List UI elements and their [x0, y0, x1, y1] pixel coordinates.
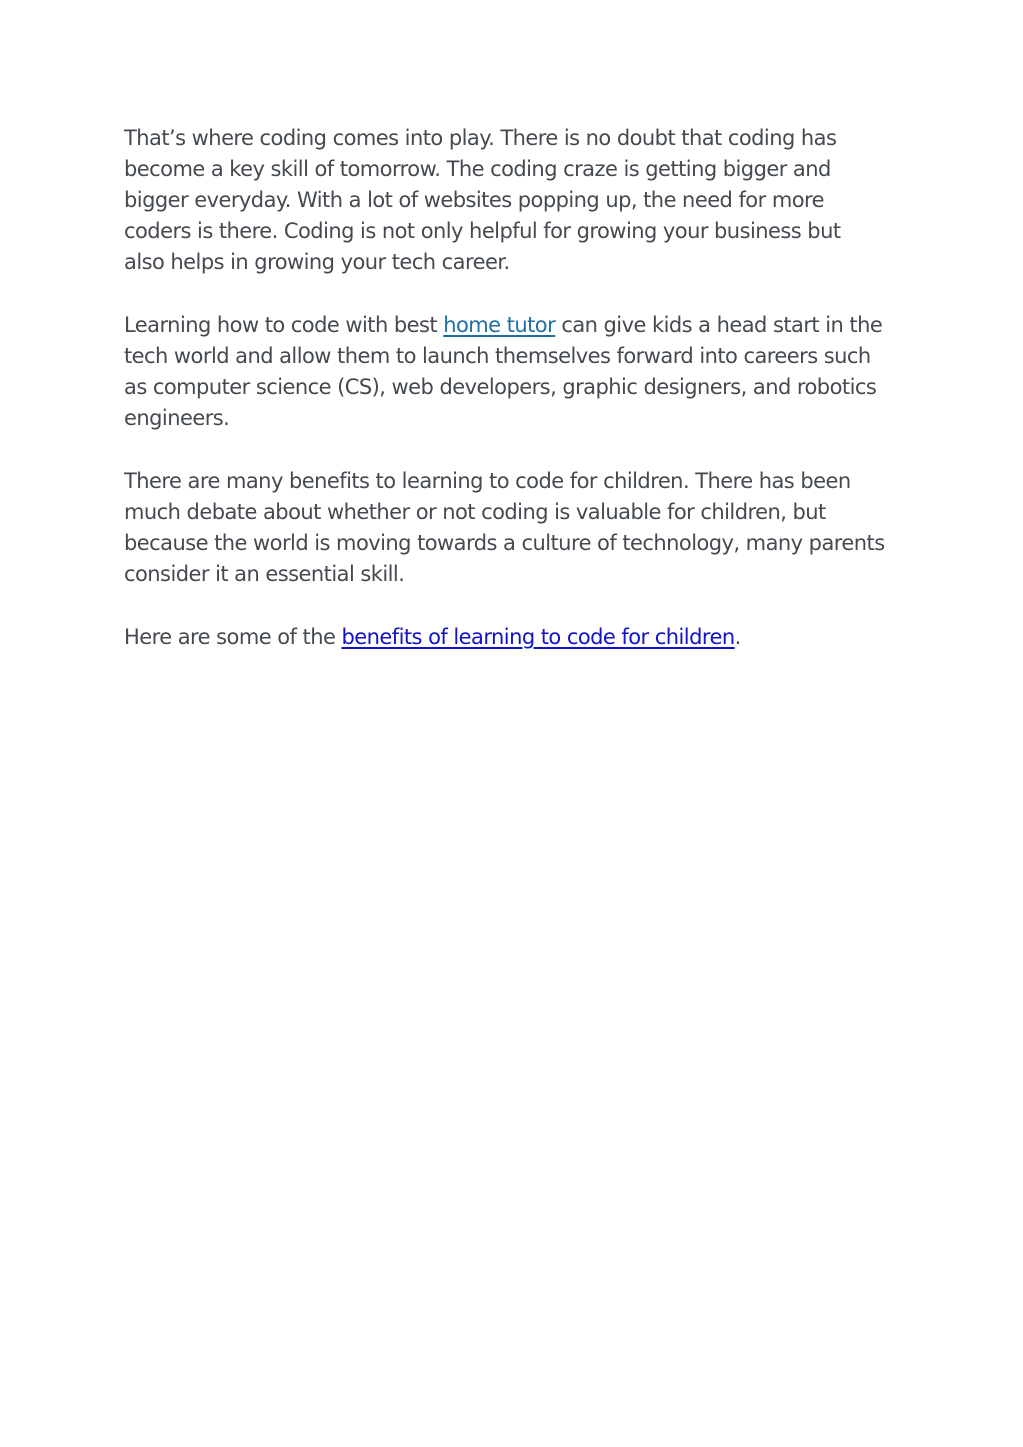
text-line: tech world and allow them to launch themselves forward into careers such: [124, 344, 871, 368]
text-segment: can give kids a head start in the: [555, 313, 883, 337]
text-line: bigger everyday. With a lot of websites popping up, the need for more: [124, 188, 825, 212]
text-line: engineers.: [124, 406, 230, 430]
text-line: become a key skill of tomorrow. The coding craze is getting bigger and: [124, 157, 831, 181]
text-line: much debate about whether or not coding is valuable for children, but: [124, 500, 826, 524]
paragraph-home-tutor: [124, 310, 914, 434]
home-tutor-link[interactable]: home tutor: [443, 313, 556, 337]
text-line: as computer science (CS), web developers, graphic designers, and robotics: [124, 375, 877, 399]
text-line: because the world is moving towards a culture of technology, many parents: [124, 531, 885, 555]
text-segment: .: [734, 625, 741, 649]
text-line: also helps in growing your tech career.: [124, 250, 510, 274]
benefits-of-coding-link[interactable]: benefits of learning to code for children: [341, 625, 735, 649]
document-body: [124, 123, 914, 685]
paragraph-benefits-debate: [124, 466, 914, 590]
text-line: [124, 310, 914, 341]
text-line: There are many benefits to learning to code for children. There has been: [124, 469, 851, 493]
text-line: coders is there. Coding is not only helpful for growing your business but: [124, 219, 841, 243]
text-line: consider it an essential skill.: [124, 562, 405, 586]
text-segment: Learning how to code with best: [124, 313, 444, 337]
text-line: That’s where coding comes into play. There is no doubt that coding has: [124, 126, 837, 150]
text-segment: Here are some of the: [124, 625, 342, 649]
paragraph-coding-intro: [124, 123, 914, 278]
text-line: [124, 622, 914, 653]
paragraph-benefits-link: [124, 622, 914, 653]
